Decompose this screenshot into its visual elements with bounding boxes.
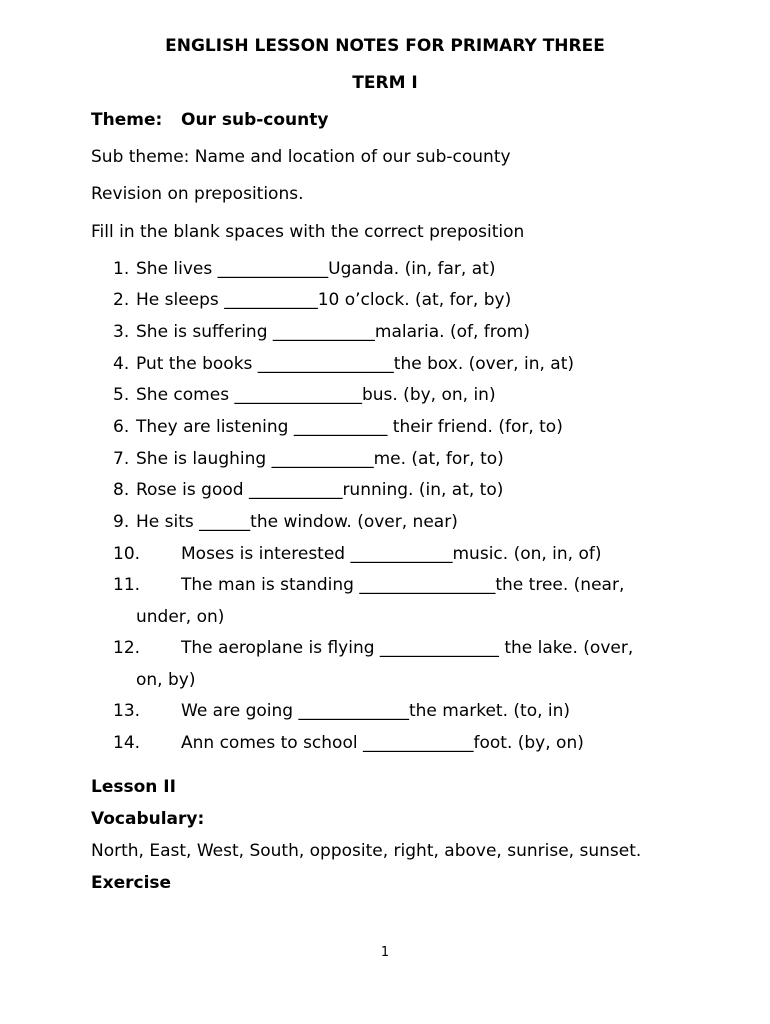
item-number: 10. [113, 544, 141, 564]
list-item-continuation: on, by) [136, 670, 196, 690]
list-item: She comes _______________bus. (by, on, in) [136, 385, 496, 405]
vocabulary-words: North, East, West, South, opposite, right, above, sunrise, sunset. [91, 841, 642, 861]
exercise-label: Exercise [91, 873, 172, 893]
list-item: They are listening ___________ their friend. (for, to) [136, 417, 563, 437]
list-item: Rose is good ___________running. (in, at, to) [136, 480, 504, 500]
item-number: 5. [113, 385, 130, 405]
list-item: Moses is interested ____________music. (on, in, of) [181, 544, 602, 564]
list-item: She lives _____________Uganda. (in, far, at) [136, 259, 496, 279]
theme-value: Our sub-county [181, 110, 329, 130]
list-item: Ann comes to school _____________foot. (by, on) [181, 733, 584, 753]
item-number: 2. [113, 290, 130, 310]
list-item: She is suffering ____________malaria. (of, from) [136, 322, 530, 342]
document-title: ENGLISH LESSON NOTES FOR PRIMARY THREE [165, 36, 605, 56]
vocabulary-label: Vocabulary: [91, 809, 205, 829]
exercise-instruction: Fill in the blank spaces with the correct preposition [91, 222, 525, 242]
list-item: He sits ______the window. (over, near) [136, 512, 458, 532]
sub-theme: Sub theme: Name and location of our sub-county [91, 147, 511, 167]
item-number: 8. [113, 480, 130, 500]
item-number: 11. [113, 575, 141, 595]
page-number: 1 [380, 945, 390, 960]
item-number: 9. [113, 512, 130, 532]
lesson-heading: Lesson II [91, 777, 176, 797]
list-item: We are going _____________the market. (to, in) [181, 701, 571, 721]
item-number: 3. [113, 322, 130, 342]
item-number: 1. [113, 259, 130, 279]
item-number: 12. [113, 638, 141, 658]
revision-note: Revision on prepositions. [91, 184, 304, 204]
list-item: He sleeps ___________10 o’clock. (at, for, by) [136, 290, 512, 310]
list-item-continuation: under, on) [136, 607, 225, 627]
list-item: The aeroplane is flying ______________ the lake. (over, [181, 638, 634, 658]
theme-label: Theme: [91, 110, 163, 130]
list-item: The man is standing ________________the tree. (near, [181, 575, 625, 595]
list-item: Put the books ________________the box. (over, in, at) [136, 354, 575, 374]
item-number: 7. [113, 449, 130, 469]
list-item: She is laughing ____________me. (at, for, to) [136, 449, 504, 469]
item-number: 13. [113, 701, 141, 721]
item-number: 6. [113, 417, 130, 437]
item-number: 4. [113, 354, 130, 374]
item-number: 14. [113, 733, 141, 753]
term-heading: TERM I [352, 73, 418, 93]
